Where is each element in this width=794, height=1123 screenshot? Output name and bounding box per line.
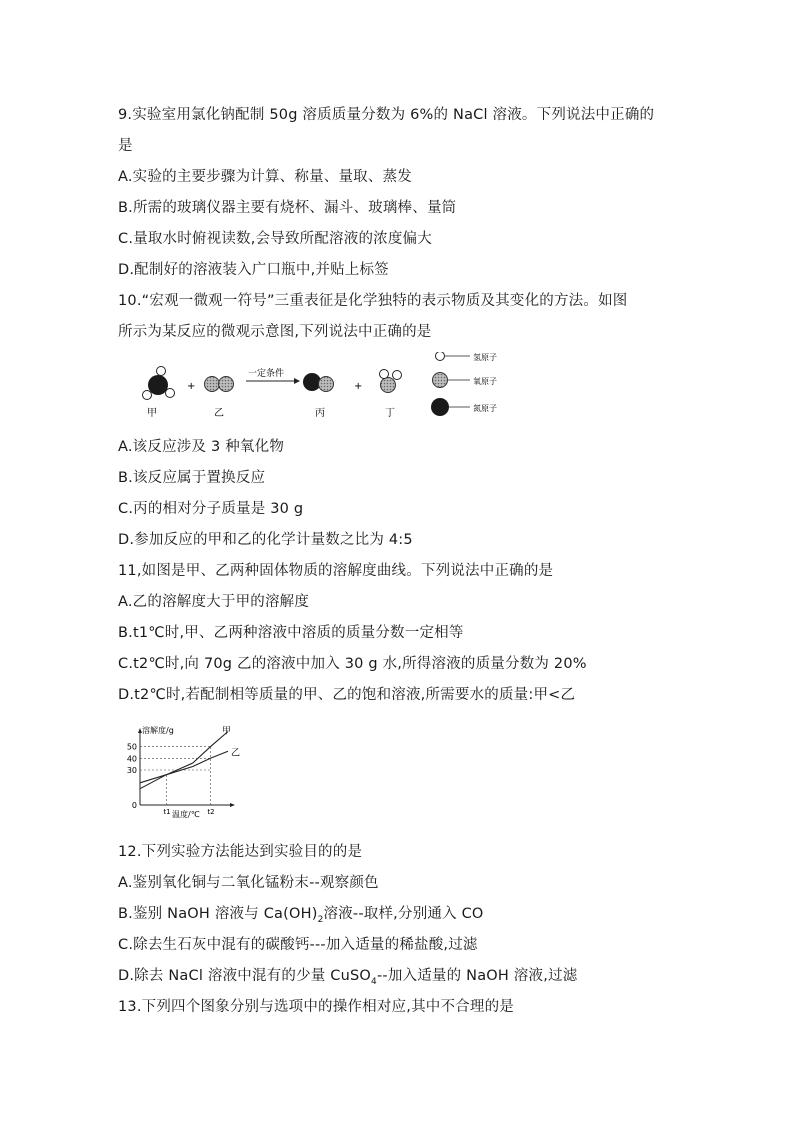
q11-option-b: B.t1℃时,甲、乙两种溶液中溶质的质量分数一定相等	[118, 625, 464, 641]
molecule-bing	[303, 373, 334, 392]
q11-option-d: D.t2℃时,若配制相等质量的甲、乙的饱和溶液,所需要水的质量:甲<乙	[118, 687, 576, 703]
q10-stem-line2: 所示为某反应的微观示意图,下列说法中正确的是	[118, 324, 432, 340]
q12-d-text-end: --加入适量的 NaOH 溶液,过滤	[376, 968, 578, 984]
q11-option-a: A.乙的溶解度大于甲的溶解度	[118, 594, 310, 610]
q9-option-d: D.配制好的溶液装入广口瓶中,并贴上标签	[118, 262, 389, 278]
label-yi: 乙	[214, 408, 224, 419]
q9-option-a: A.实验的主要步骤为计算、称量、量取、蒸发	[118, 169, 412, 185]
q12-b-text-end: 溶液--取样,分别通入 CO	[323, 906, 484, 922]
q9-stem-line2: 是	[118, 138, 133, 154]
q9-option-b: B.所需的玻璃仪器主要有烧杯、漏斗、玻璃棒、量筒	[118, 200, 457, 216]
legend-hydrogen: 氢原子	[473, 353, 497, 362]
q12-d-subscript: 4	[371, 976, 377, 987]
y-tick-label: 50	[126, 742, 137, 752]
solubility-chart	[118, 725, 243, 820]
q10-option-d: D.参加反应的甲和乙的化学计量数之比为 4:5	[118, 532, 413, 548]
q12-stem: 12.下列实验方法能达到实验目的的是	[118, 844, 363, 860]
molecule-jia	[143, 367, 175, 400]
q12-option-d	[118, 964, 577, 987]
q12-option-c: C.除去生石灰中混有的碳酸钙---加入适量的稀盐酸,过滤	[118, 937, 478, 953]
q9-option-c: C.量取水时俯视读数,会导致所配溶液的浓度偏大	[118, 231, 432, 247]
x-tick-label: t1	[163, 808, 171, 816]
q9-stem-line1: 9.实验室用氯化钠配制 50g 溶质质量分数为 6%的 NaCl 溶液。下列说法中正确的	[118, 107, 655, 123]
y-tick-label: 0	[131, 801, 137, 810]
molecule-ding	[380, 370, 402, 393]
q12-b-text: B.鉴别 NaOH 溶液与 Ca(OH)	[118, 906, 318, 922]
molecule-yi	[205, 377, 234, 392]
x-tick-label: t2	[207, 808, 215, 816]
q10-option-c: C.丙的相对分子质量是 30 g	[118, 501, 304, 517]
y-tick-label: 40	[126, 754, 137, 764]
x-axis-label: 温度/℃	[172, 810, 200, 819]
label-bing: 丙	[315, 408, 325, 419]
y-axis-label: 溶解度/g	[142, 726, 174, 735]
plus-sign-2: +	[354, 381, 363, 392]
series-label-2: 乙	[231, 748, 241, 759]
plus-sign-1: +	[187, 381, 196, 392]
q12-option-a: A.鉴别氧化铜与二氧化锰粉末--观察颜色	[118, 875, 379, 891]
x-axis-arrow	[230, 803, 235, 807]
q12-d-text: D.除去 NaCl 溶液中混有的少量 CuSO	[118, 968, 372, 984]
legend	[431, 352, 497, 416]
label-jia: 甲	[147, 408, 157, 419]
q12-option-b	[118, 902, 484, 925]
legend-nitrogen: 氮原子	[473, 404, 497, 413]
series-label-1: 甲	[222, 726, 232, 737]
legend-oxygen: 氧原子	[473, 377, 497, 386]
q12-b-subscript: 2	[317, 914, 324, 925]
reaction-micro-diagram	[134, 352, 514, 424]
q10-stem-line1: 10.“宏观一微观一符号”三重表征是化学独特的表示物质及其变化的方法。如图	[118, 293, 628, 309]
q10-option-b: B.该反应属于置换反应	[118, 470, 266, 486]
q13-stem: 13.下列四个图象分别与选项中的操作相对应,其中不合理的是	[118, 999, 514, 1015]
q10-option-a: A.该反应涉及 3 种氧化物	[118, 439, 285, 455]
y-tick-label: 30	[126, 766, 137, 775]
q11-stem: 11,如图是甲、乙两种固体物质的溶解度曲线。下列说法中正确的是	[118, 563, 554, 579]
series-line-1	[140, 732, 228, 789]
label-ding: 丁	[385, 408, 395, 419]
arrow-head	[294, 378, 300, 384]
reaction-condition: 一定条件	[248, 369, 285, 379]
q11-option-c: C.t2℃时,向 70g 乙的溶液中加入 30 g 水,所得溶液的质量分数为 20%	[118, 656, 587, 672]
